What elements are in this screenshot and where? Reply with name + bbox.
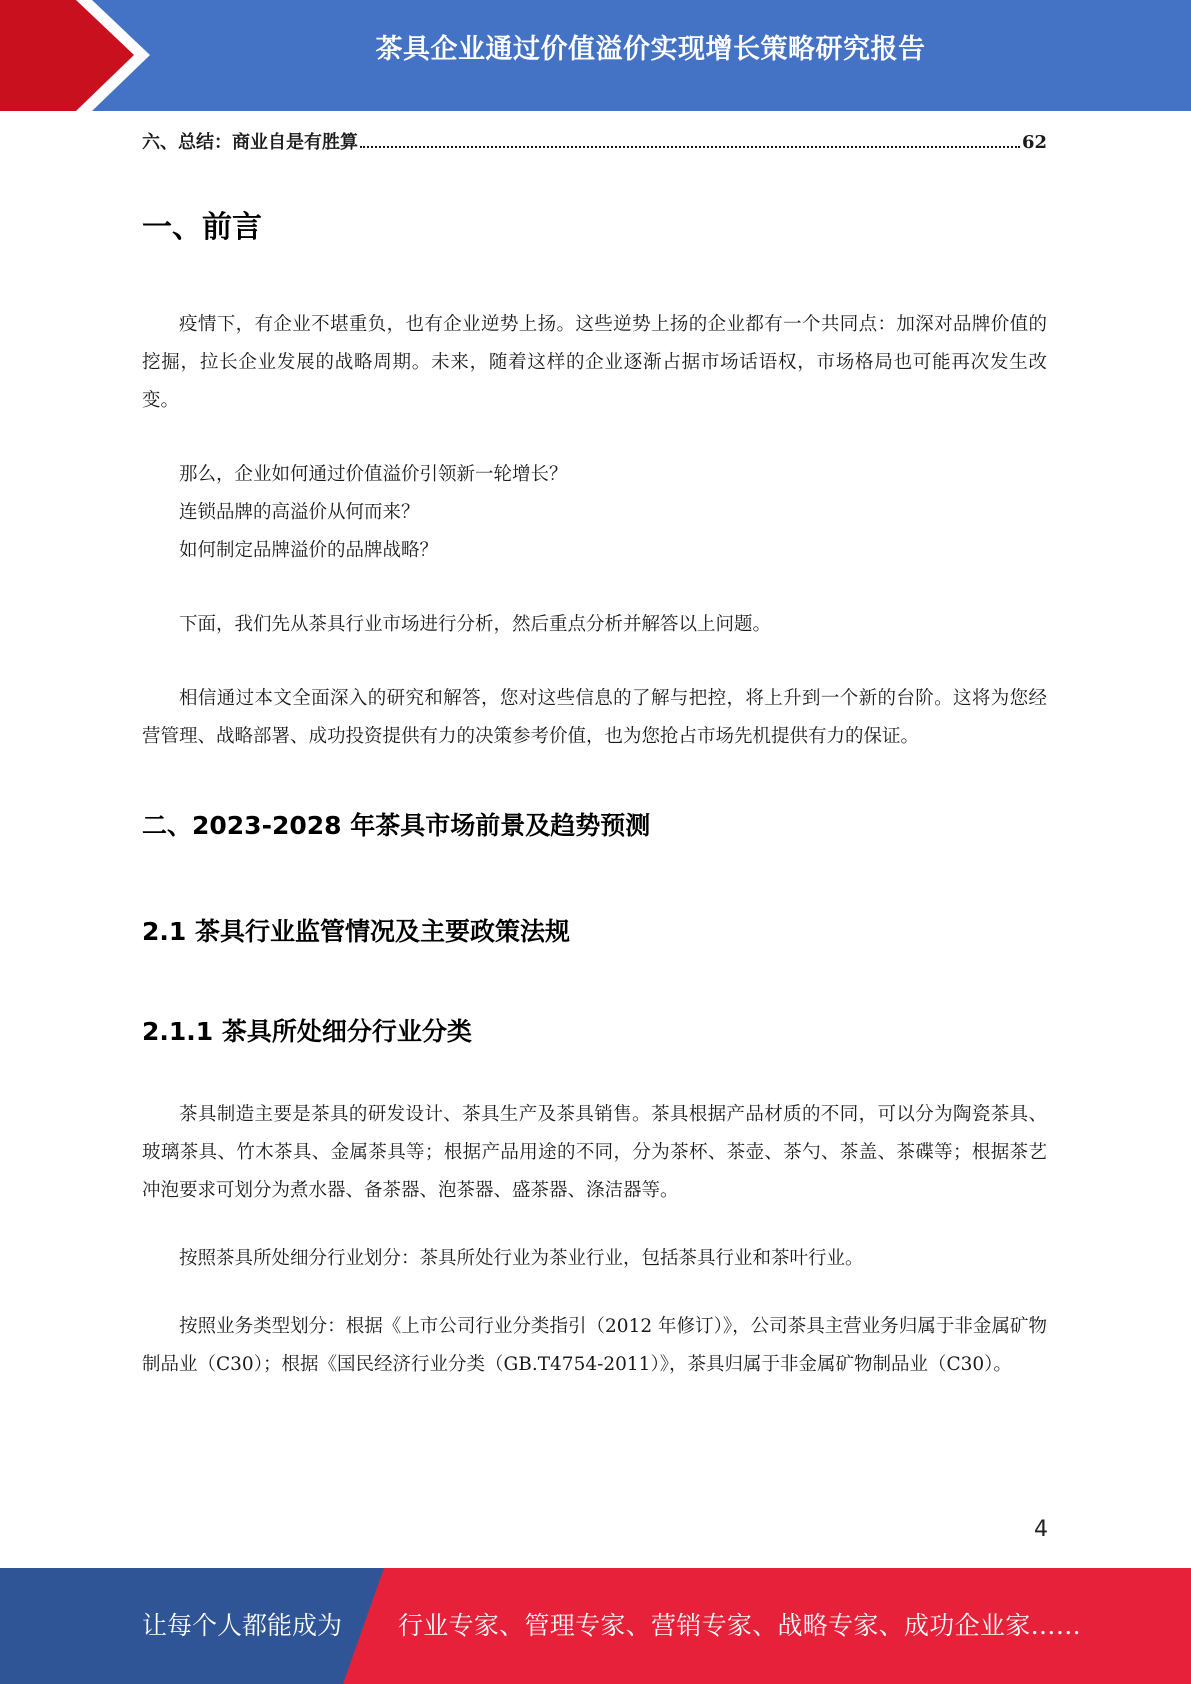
subsection-heading-regulation: 2.1 茶具行业监管情况及主要政策法规 — [142, 917, 570, 946]
footer-slogan-left: 让每个人都能成为 — [142, 1611, 343, 1640]
document-body — [142, 190, 1047, 1384]
page-number: 4 — [1034, 1517, 1048, 1542]
page-footer — [0, 1568, 1191, 1684]
paragraph: 茶具制造主要是茶具的研发设计、茶具生产及茶具销售。茶具根据产品材质的不同，可以分为陶瓷茶具、玻璃茶具、竹木茶具、金属茶具等；根据产品用途的不同，分为茶杯、茶壶、茶勺、茶盖、茶碟等；根据茶艺冲泡要求可划分为煮水器、备茶器、泡茶器、盛茶器、涤洁器等。 — [142, 1104, 1047, 1201]
section-heading-market-outlook: 二、2023-2028 年茶具市场前景及趋势预测 — [142, 811, 651, 840]
toc-entry[interactable] — [142, 128, 1047, 154]
toc-leader-dots — [360, 146, 1020, 148]
question-item: 那么，企业如何通过价值溢价引领新一轮增长？ — [179, 464, 568, 485]
page-header — [0, 0, 1191, 111]
toc-entry-page: 62 — [1021, 132, 1047, 153]
paragraph: 疫情下，有企业不堪重负，也有企业逆势上扬。这些逆势上扬的企业都有一个共同点：加深对品牌价值的挖掘，拉长企业发展的战略周期。未来，随着这样的企业逐渐占据市场话语权，市场格局也可能再次发生改变。 — [142, 314, 1047, 411]
question-item: 如何制定品牌溢价的品牌战略？ — [179, 540, 439, 561]
toc-entry-label: 六、总结：商业自是有胜算 — [142, 132, 358, 153]
section-heading-preface: 一、前言 — [142, 210, 262, 245]
paragraph: 按照业务类型划分：根据《上市公司行业分类指引（2012 年修订）》，公司茶具主营业务归属于非金属矿物制品业（C30）；根据《国民经济行业分类（GB.T4754-2011）》，茶具归属于非金属矿物制品业（C30）。 — [142, 1316, 1047, 1375]
paragraph: 按照茶具所处细分行业划分：茶具所处行业为茶业行业，包括茶具行业和茶叶行业。 — [179, 1248, 864, 1269]
report-title: 茶具企业通过价值溢价实现增长策略研究报告 — [375, 34, 926, 65]
question-list — [142, 456, 1047, 570]
footer-slogan-right: 行业专家、管理专家、营销专家、战略专家、成功企业家…… — [398, 1611, 1082, 1640]
paragraph: 相信通过本文全面深入的研究和解答，您对这些信息的了解与把控，将上升到一个新的台阶。这将为您经营管理、战略部署、成功投资提供有力的决策参考价值，也为您抢占市场先机提供有力的保证。 — [142, 688, 1047, 747]
question-item: 连锁品牌的高溢价从何而来？ — [179, 502, 420, 523]
paragraph: 下面，我们先从茶具行业市场进行分析，然后重点分析并解答以上问题。 — [179, 614, 772, 635]
subsection-heading-classification: 2.1.1 茶具所处细分行业分类 — [142, 1017, 472, 1046]
